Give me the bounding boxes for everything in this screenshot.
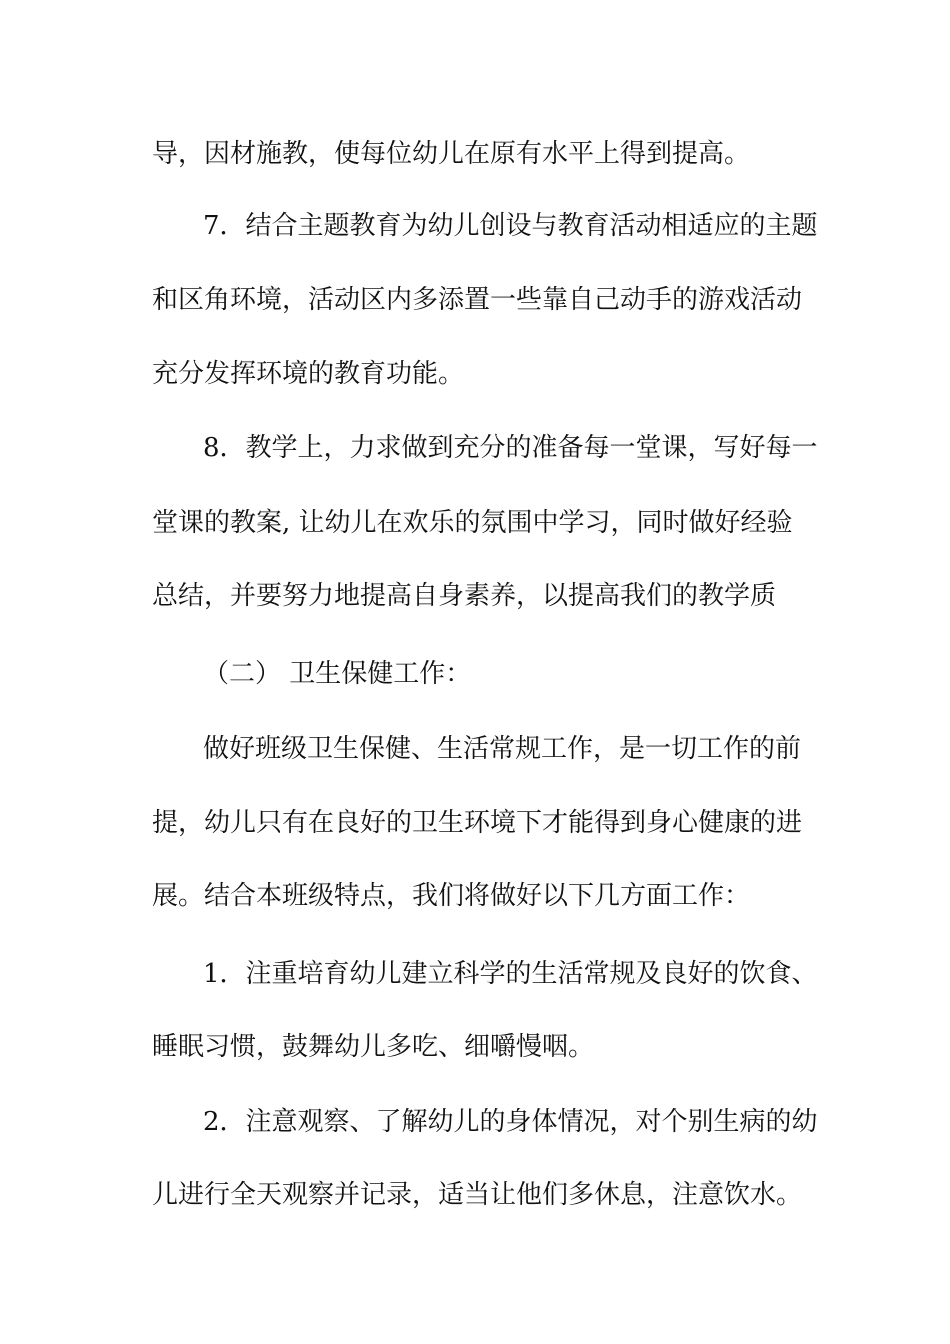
text-line-15: 儿进行全天观察并记录，适当让他们多休息，注意饮水。 <box>152 1180 803 1210</box>
text-line-11: 展。结合本班级特点，我们将做好以下几方面工作： <box>152 881 751 911</box>
text-line-12: 1．注重培育幼儿建立科学的生活常规及良好的饮食、 <box>203 959 818 989</box>
text-line-3: 和区角环境，活动区内多添置一些靠自己动手的游戏活动 <box>152 285 803 315</box>
text-line-10: 提，幼儿只有在良好的卫生环境下才能得到身心健康的进 <box>152 808 803 838</box>
text-line-2: 7．结合主题教育为幼儿创设与教育活动相适应的主题 <box>203 211 818 241</box>
text-line-7: 总结，并要努力地提高自身素养，以提高我们的教学质 <box>152 581 777 611</box>
section-heading: （二） 卫生保健工作： <box>203 659 472 689</box>
text-line-5: 8．教学上，力求做到充分的准备每一堂课，写好每一 <box>203 433 818 463</box>
text-line-1: 导，因材施教，使每位幼儿在原有水平上得到提高。 <box>152 139 751 169</box>
text-line-9: 做好班级卫生保健、生活常规工作，是一切工作的前 <box>203 734 802 764</box>
text-line-6: 堂课的教案, 让幼儿在欢乐的氛围中学习，同时做好经验 <box>152 508 793 538</box>
text-line-4: 充分发挥环境的教育功能。 <box>152 359 465 389</box>
text-line-13: 睡眠习惯，鼓舞幼儿多吃、细嚼慢咽。 <box>152 1032 595 1062</box>
text-line-14: 2．注意观察、了解幼儿的身体情况，对个别生病的幼 <box>203 1107 818 1137</box>
